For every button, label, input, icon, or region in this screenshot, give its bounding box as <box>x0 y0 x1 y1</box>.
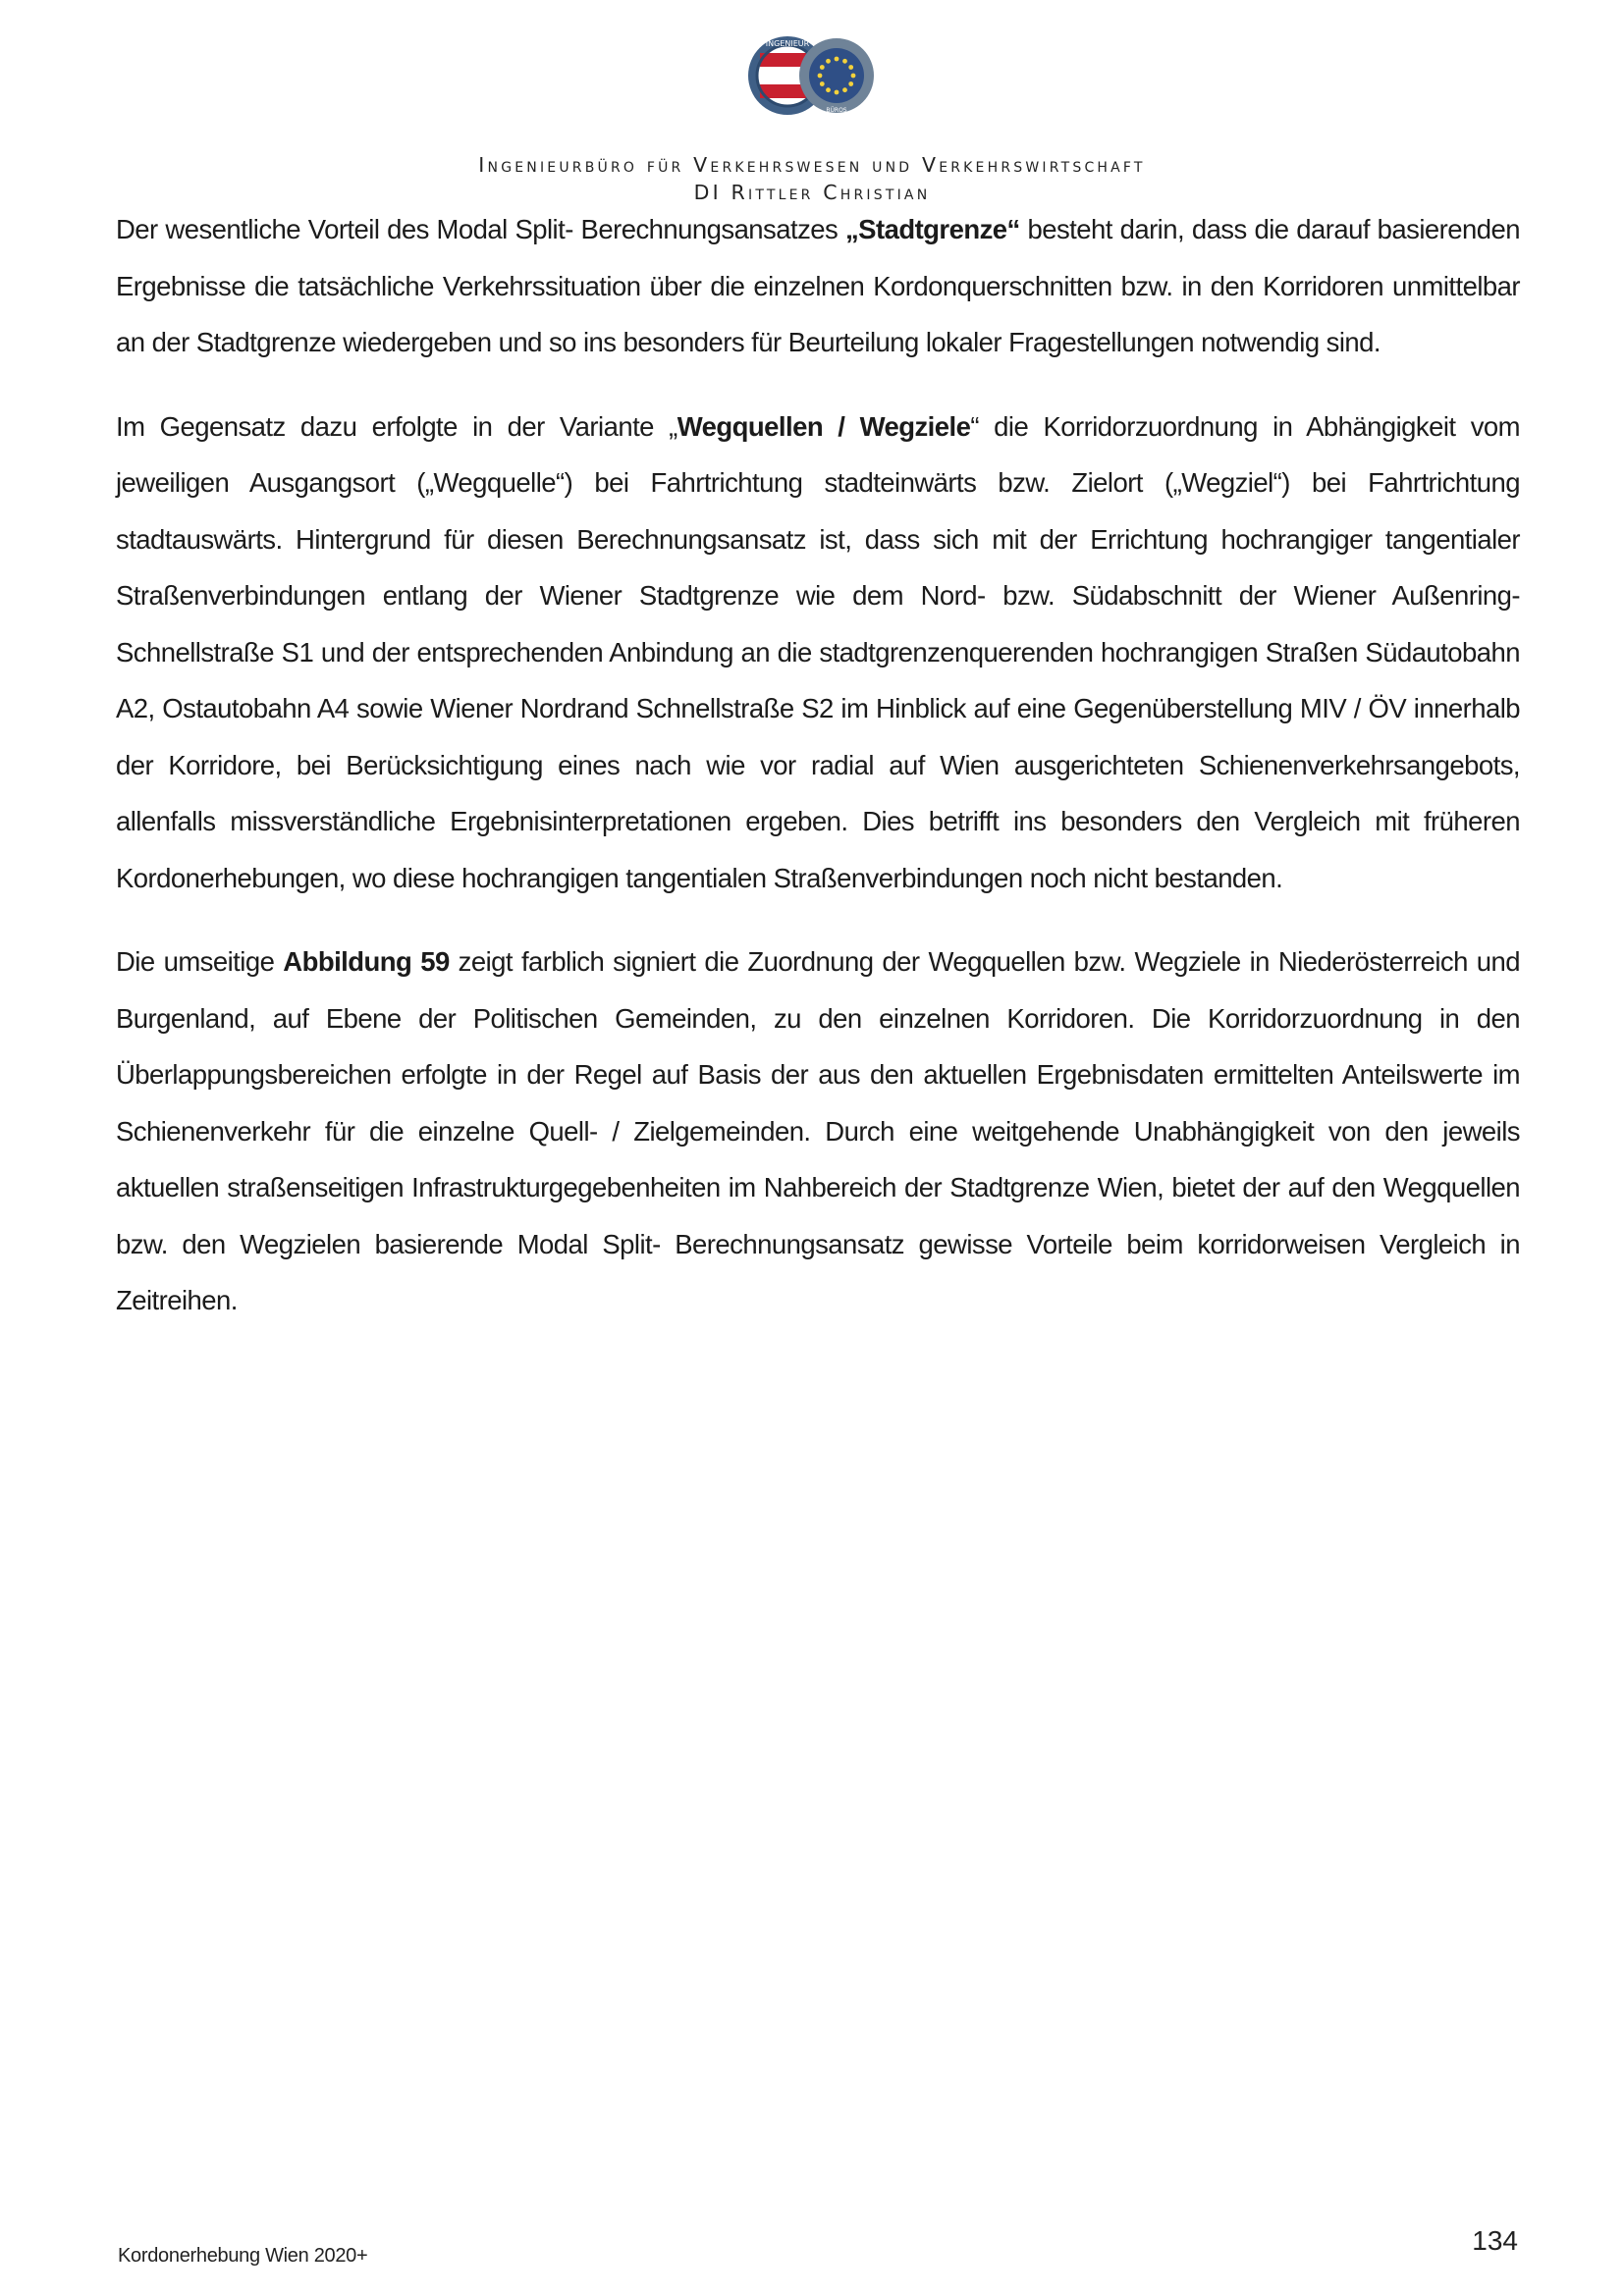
paragraph-3-text-b: zeigt farblich signiert die Zuordnung der Wegquellen bzw. Wegziele in Niederösterreich und Burgenland, auf Ebene der Politischen Gemeinden, zu den einzelnen Korridoren. Die Korridorzuordnung in den Überlappungsbereichen erfolgte in der Regel auf Basis der aus den aktuellen Ergebnisdaten ermittelten Anteilswerte im Schienenverkehr für die einzelne Quell- / Zielgemeinden. Durch eine weitgehende Unabhängigkeit von den jeweils aktuellen straßenseitigen Infrastrukturgegebenheiten im Nahbereich der Stadtgrenze Wien, bietet der auf den Wegquellen bzw. den Wegzielen basierende Modal Split- Berechnungsansatz gewisse Vorteile beim korridorweisen Vergleich in Zeitreihen. <box>116 946 1521 1315</box>
document-body <box>116 201 1520 1357</box>
page-number: 134 <box>1472 2225 1518 2256</box>
paragraph-1-text-a: Der wesentliche Vorteil des Modal Split- Berechnungsansatzes <box>116 214 845 244</box>
paragraph-1 <box>116 201 1520 371</box>
paragraph-3-text-a: Die umseitige <box>116 946 284 977</box>
logo-text-top: INGENIEUR <box>765 39 810 48</box>
paragraph-1-text-b: besteht darin, dass die darauf basierenden Ergebnisse die tatsächliche Verkehrssituation über die einzelnen Kordonquerschnitten bzw. in den Korridoren unmittelbar an der Stadtgrenze wiedergeben und so ins besonders für Beurteilung lokaler Fragestellungen notwendig sind. <box>116 214 1520 357</box>
organization-person: DI Rittler Christian <box>693 181 931 204</box>
page-header <box>0 33 1624 206</box>
ingenieur-bueros-logo-icon <box>738 33 886 118</box>
footer-document-title: Kordonerhebung Wien 2020+ <box>118 2245 368 2267</box>
paragraph-3 <box>116 934 1520 1329</box>
paragraph-2 <box>116 399 1520 907</box>
organization-name: Ingenieurbüro für Verkehrswesen und Verkehrswirtschaft <box>478 153 1146 177</box>
paragraph-2-text-a: Im Gegensatz dazu erfolgte in der Variante „ <box>116 410 677 442</box>
paragraph-2-text-b: “ die Korridorzuordnung in Abhängigkeit vom jeweiligen Ausgangsort („Wegquelle“) bei Fahrtrichtung stadteinwärts bzw. Zielort („Wegziel“) bei Fahrtrichtung stadtauswärts. Hintergrund für diesen Berechnungsansatz ist, dass sich mit der Errichtung hochrangiger tangentialer Straßenverbindungen entlang der Wiener Stadtgrenze wie dem Nord- bzw. Südabschnitt der Wiener Außenring-Schnellstraße S1 und der entsprechenden Anbindung an die stadtgrenzenquerenden hochrangigen Straßen Südautobahn A2, Ostautobahn A4 sowie Wiener Nordrand Schnellstraße S2 im Hinblick auf eine Gegenüberstellung MIV / ÖV innerhalb der Korridore, bei Berücksichtigung eines nach wie vor radial auf Wien ausgerichteten Schienenverkehrsangebots, allenfalls missverständliche Ergebnisinterpretationen ergeben. Dies betrifft ins besonders den Vergleich mit früheren Kordonerhebungen, wo diese hochrangigen tangentialen Straßenverbindungen noch nicht bestanden. <box>116 410 1521 893</box>
paragraph-2-emphasis: Wegquellen / Wegziele <box>677 410 971 442</box>
paragraph-3-emphasis: Abbildung 59 <box>283 946 450 977</box>
paragraph-1-emphasis: „Stadtgrenze“ <box>844 214 1020 244</box>
logo-text-bottom: BÜROS <box>826 107 847 114</box>
